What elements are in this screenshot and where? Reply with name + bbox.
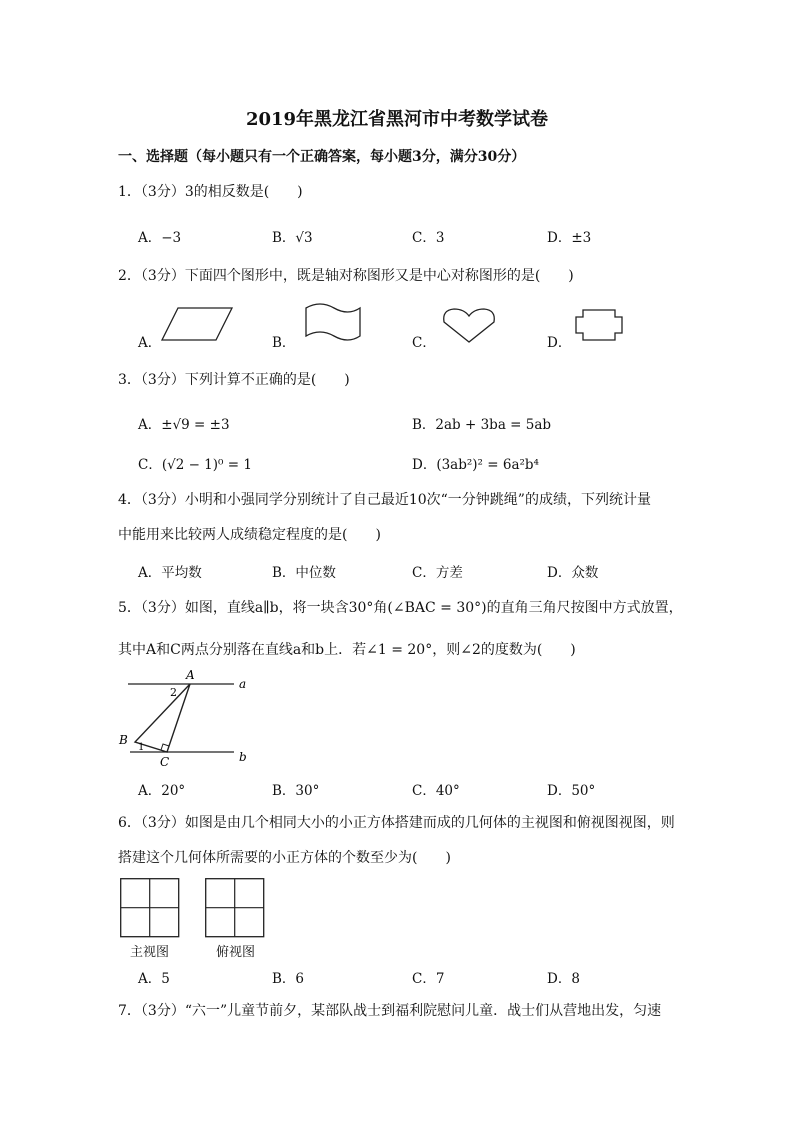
question-6-line-2: 搭建这个几何体所需要的小正方体的个数至少为( ): [118, 850, 451, 866]
q5-label-angle-2: 2: [170, 686, 177, 699]
q5-label-angle-1: 1: [138, 742, 145, 753]
q5-label-line-b: b: [239, 750, 247, 764]
question-1-stem: 1．（3分）3的相反数是( ): [118, 184, 303, 200]
q5-parallel-lines-triangle-figure: [118, 668, 258, 774]
q6-top-view-grid: [205, 878, 265, 938]
q3-option-d: D．(3ab²)² = 6a²b⁴: [412, 457, 539, 473]
q6-option-c: C．7: [412, 971, 445, 987]
q2-heart-figure: [440, 306, 498, 346]
q1-option-b: B．√3: [272, 230, 313, 246]
q2-option-b: B．: [272, 335, 296, 351]
q5-option-c: C．40°: [412, 783, 460, 799]
q5-option-d: D．50°: [547, 783, 596, 799]
q4-option-c: C．方差: [412, 565, 463, 581]
q2-option-d: D．: [547, 335, 572, 351]
q1-option-c: C．3: [412, 230, 445, 246]
question-4-line-2: 中能用来比较两人成绩稳定程度的是( ): [118, 527, 381, 543]
q4-option-a: A．平均数: [138, 565, 202, 581]
q5-label-point-b: B: [119, 733, 128, 747]
question-5-line-1: 5．（3分）如图，直线a∥b，将一块含30°角(∠BAC = 30°)的直角三角尺按图中方式放置，: [118, 600, 683, 616]
q3-option-c: C．(√2 − 1)⁰ = 1: [138, 457, 252, 473]
q2-flag-figure: [302, 302, 364, 344]
q5-option-b: B．30°: [272, 783, 320, 799]
q3-option-b: B．2ab + 3ba = 5ab: [412, 417, 552, 433]
q6-front-view-grid: [120, 878, 180, 938]
q5-label-point-c: C: [160, 755, 170, 769]
q6-front-view-label: 主视图: [130, 945, 170, 960]
section-heading: 一、选择题（每小题只有一个正确答案，每小题3分，满分30分）: [118, 149, 526, 165]
q4-option-b: B．中位数: [272, 565, 336, 581]
page-title: 2019年黑龙江省黑河市中考数学试卷: [245, 109, 549, 130]
q1-option-a: A．−3: [138, 230, 182, 246]
q5-label-point-a: A: [186, 668, 195, 682]
question-4-line-1: 4．（3分）小明和小强同学分别统计了自己最近10次“一分钟跳绳”的成绩，下列统计量: [118, 492, 651, 508]
q2-cross-shape-figure: [573, 308, 625, 344]
q5-label-line-a: a: [239, 677, 247, 691]
question-5-line-2: 其中A和C两点分别落在直线a和b上．若∠1 = 20°，则∠2的度数为( ): [118, 642, 576, 658]
q2-option-c: C．: [412, 335, 436, 351]
q6-option-b: B．6: [272, 971, 305, 987]
q1-option-d: D．±3: [547, 230, 592, 246]
q2-parallelogram-figure: [160, 305, 236, 343]
question-7-line-1: 7．（3分）“六一”儿童节前夕，某部队战士到福利院慰问儿童．战士们从营地出发，匀速: [118, 1003, 662, 1019]
question-2-stem: 2．（3分）下面四个图形中，既是轴对称图形又是中心对称图形的是( ): [118, 268, 574, 284]
q4-option-d: D．众数: [547, 565, 599, 581]
q6-top-view-label: 俯视图: [216, 945, 256, 960]
q5-option-a: A．20°: [138, 783, 186, 799]
question-6-line-1: 6．（3分）如图是由几个相同大小的小正方体搭建而成的几何体的主视图和俯视图视图，则: [118, 815, 675, 831]
question-3-stem: 3．（3分）下列计算不正确的是( ): [118, 372, 350, 388]
q2-option-a: A．: [138, 335, 162, 351]
q6-option-a: A．5: [138, 971, 170, 987]
q3-option-a: A．±√9 = ±3: [138, 417, 230, 433]
q6-option-d: D．8: [547, 971, 580, 987]
